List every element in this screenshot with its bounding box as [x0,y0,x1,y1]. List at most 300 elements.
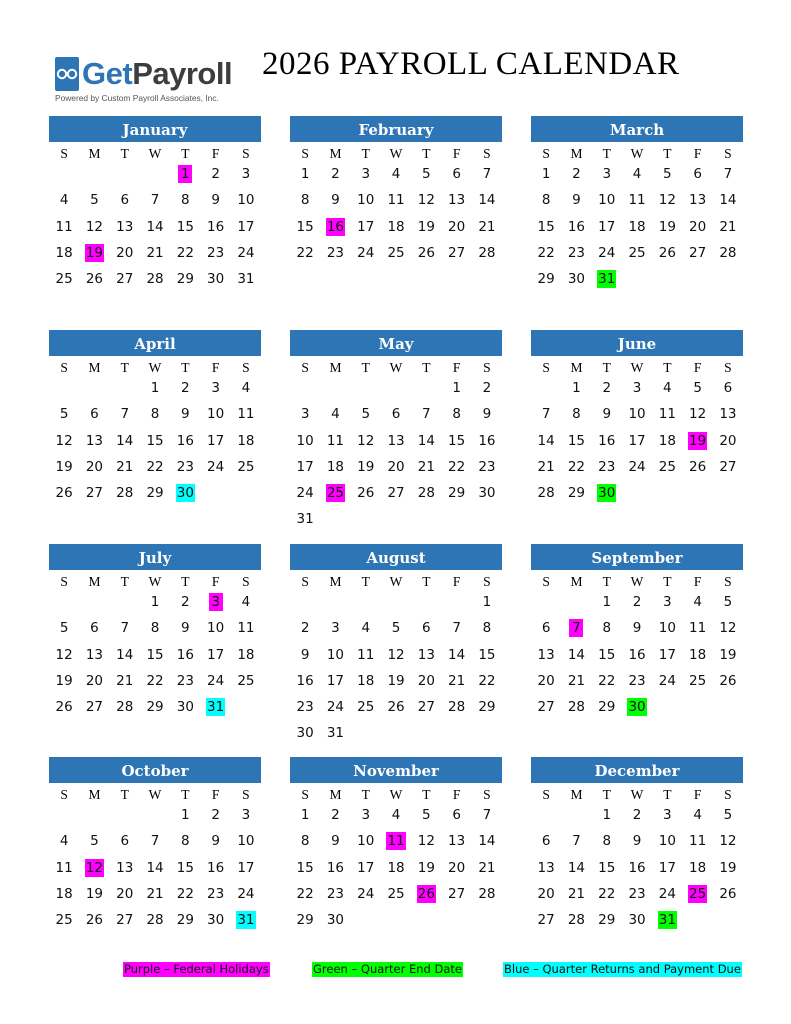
weekday-label: S [242,787,250,802]
day-number: 22 [598,672,616,689]
day-number: 1 [452,380,461,396]
day-cell [381,483,411,509]
day-number: 9 [211,192,220,209]
day-number: 19 [85,885,104,902]
day-number: 2 [331,166,340,182]
day-number: 3 [602,166,612,182]
day-cell [231,457,261,483]
day-cell [351,243,381,269]
day-number: 22 [146,672,164,689]
day-number: 12 [417,833,435,850]
day-cell [290,190,320,216]
day-cell [320,884,350,910]
day-number: 30 [567,271,586,288]
day-cell [682,190,712,216]
day-cell [561,884,591,910]
day-cell [320,164,350,190]
day-cell [713,190,743,216]
month-header: March [531,116,743,142]
day-cell [592,884,622,910]
day-cell [351,431,381,457]
day-number: 18 [658,432,676,449]
day-number: 17 [237,859,255,876]
day-number: 23 [296,699,314,716]
day-cell [351,858,381,884]
day-number: 31 [237,271,255,288]
month-header: July [49,544,261,570]
weekday-label: W [630,146,644,161]
day-cell [531,618,561,644]
weekday-label: T [361,146,370,161]
day-cell [231,831,261,857]
day-cell [200,884,230,910]
day-number: 30 [176,485,194,502]
weekday-label: S [724,146,732,161]
day-number: 14 [448,646,466,663]
weekday-label: M [329,360,342,375]
day-cell [472,457,502,483]
day-number: 29 [176,271,194,288]
month-days-grid [49,783,261,936]
month-days-grid [531,142,743,295]
day-number: 25 [387,244,405,261]
day-number: 12 [719,833,737,850]
day-cell [231,884,261,910]
day-cell [713,831,743,857]
day-number: 22 [296,885,314,902]
day-cell [592,269,622,295]
day-number: 26 [357,485,375,502]
month-days-grid [531,356,743,509]
day-cell [49,404,79,430]
day-number: 3 [300,406,310,423]
day-number: 6 [120,192,130,209]
day-cell [79,910,109,936]
day-number: 14 [537,432,555,449]
day-number: 28 [719,244,737,261]
day-number: 12 [387,646,405,663]
empty-cell [531,805,561,831]
day-number: 13 [448,833,466,850]
day-number: 5 [663,166,672,182]
empty-cell [561,592,591,618]
weekday-label: F [211,787,220,802]
day-number: 23 [567,244,586,261]
day-cell [320,831,350,857]
day-number: 16 [567,218,586,235]
day-number: 13 [116,218,134,235]
day-number: 28 [417,485,435,502]
day-cell [200,457,230,483]
day-number: 23 [176,672,194,689]
empty-cell [531,592,561,618]
day-cell [561,378,591,404]
day-number: 5 [90,833,99,850]
day-number: 14 [146,218,164,235]
day-cell [79,269,109,295]
day-cell [652,618,682,644]
day-cell [622,645,652,671]
day-cell [531,697,561,723]
day-cell [622,217,652,243]
day-number: 23 [326,885,345,902]
day-cell [351,457,381,483]
day-cell [622,190,652,216]
day-number: 29 [146,485,164,502]
day-cell [79,483,109,509]
day-number: 11 [357,646,375,663]
day-cell [110,431,140,457]
day-cell [140,217,170,243]
day-cell [140,858,170,884]
day-cell [622,910,652,936]
weekday-label: S [301,787,309,802]
day-number: 2 [181,594,190,610]
day-cell [320,483,350,509]
logo-payroll-text: Payroll [132,56,233,91]
day-number: 15 [296,218,314,235]
day-cell [561,618,591,644]
day-number: 21 [719,218,737,235]
day-number: 7 [452,620,461,637]
day-number: 2 [632,594,642,610]
day-cell [79,190,109,216]
day-cell [682,217,712,243]
month-april [49,330,261,509]
day-cell [79,217,109,243]
day-number: 20 [417,672,435,689]
day-cell [79,457,109,483]
weekday-label: S [301,146,309,161]
weekday-label: F [211,574,220,589]
day-cell [713,217,743,243]
weekday-label: F [452,146,461,161]
day-number: 26 [658,244,676,261]
day-number: 27 [689,244,707,261]
day-number: 11 [237,620,255,637]
weekday-label: T [422,146,431,161]
day-cell [140,618,170,644]
day-cell [49,831,79,857]
day-cell [231,269,261,295]
day-number: 11 [55,218,73,235]
day-number: 25 [55,912,73,929]
day-number: 30 [176,699,194,716]
day-cell [592,404,622,430]
weekday-label: W [148,574,162,589]
day-cell [170,483,200,509]
day-number: 22 [567,458,586,475]
month-header: January [49,116,261,142]
weekday-label: M [570,146,583,161]
day-cell [531,483,561,509]
day-number: 13 [719,406,737,423]
day-number: 27 [448,885,466,902]
day-cell [561,645,591,671]
month-header: November [290,757,502,783]
day-cell [682,243,712,269]
weekday-label: T [120,787,129,802]
weekday-label: S [483,787,491,802]
day-number: 23 [598,458,616,475]
day-cell [110,618,140,644]
empty-cell [561,805,591,831]
weekday-label: T [663,574,672,589]
day-cell [49,243,79,269]
day-number: 8 [602,620,612,637]
day-number: 24 [207,672,225,689]
day-cell [472,805,502,831]
day-number: 29 [296,912,314,929]
day-cell [351,618,381,644]
day-number: 29 [448,485,466,502]
day-cell [622,671,652,697]
day-number: 1 [572,380,581,396]
day-number: 15 [478,646,496,663]
day-cell [682,618,712,644]
day-number: 7 [150,192,160,209]
day-number: 1 [300,166,310,182]
day-cell [290,884,320,910]
day-cell [320,805,350,831]
day-number: 31 [296,511,314,528]
day-cell [170,164,200,190]
day-number: 18 [326,458,345,475]
month-days-grid [290,142,502,269]
day-number: 12 [417,192,435,209]
day-cell [170,805,200,831]
legend-returns-due: Blue – Quarter Returns and Payment Due [504,962,741,976]
day-cell [49,190,79,216]
day-cell [592,243,622,269]
day-number: 29 [146,699,164,716]
weekday-label: T [181,360,190,375]
day-number: 25 [689,672,707,689]
day-cell [472,217,502,243]
day-number: 20 [116,885,134,902]
weekday-label: W [389,360,403,375]
month-days-grid [290,356,502,536]
day-cell [231,592,261,618]
day-number: 21 [567,885,586,902]
month-november [290,757,502,936]
day-number: 13 [387,432,405,449]
day-cell [170,671,200,697]
day-number: 22 [598,885,616,902]
day-cell [290,457,320,483]
month-december [531,757,743,936]
day-cell [49,618,79,644]
day-cell [381,618,411,644]
day-cell [110,884,140,910]
empty-cell [290,592,320,618]
day-number: 5 [90,192,99,209]
empty-cell [140,164,170,190]
day-cell [713,164,743,190]
day-number: 8 [300,192,310,209]
day-cell [713,592,743,618]
month-may [290,330,502,536]
day-cell [170,404,200,430]
empty-cell [351,592,381,618]
day-cell [320,618,350,644]
day-cell [351,217,381,243]
day-cell [713,404,743,430]
day-cell [592,831,622,857]
day-cell [441,858,471,884]
day-cell [682,884,712,910]
day-cell [381,858,411,884]
day-cell [320,645,350,671]
day-cell [320,404,350,430]
day-number: 3 [361,166,371,182]
day-number: 1 [150,380,160,396]
day-cell [200,831,230,857]
day-cell [652,431,682,457]
day-number: 27 [85,699,104,716]
day-cell [561,457,591,483]
day-cell [622,164,652,190]
day-cell [79,671,109,697]
day-number: 20 [689,218,707,235]
day-cell [592,910,622,936]
weekday-label: T [120,574,129,589]
day-cell [381,457,411,483]
day-number: 4 [632,166,642,182]
day-cell [472,858,502,884]
day-cell [441,618,471,644]
day-number: 3 [663,594,672,610]
day-cell [472,884,502,910]
day-number: 27 [448,244,466,261]
day-number: 17 [658,646,676,663]
day-number: 19 [719,646,737,663]
day-cell [49,884,79,910]
day-cell [231,164,261,190]
day-cell [110,457,140,483]
day-cell [441,671,471,697]
weekday-label: T [602,146,611,161]
day-cell [49,483,79,509]
day-number: 11 [628,192,646,209]
day-cell [411,805,441,831]
legend-holiday: Purple – Federal Holidays [124,962,269,976]
day-cell [441,217,471,243]
day-cell [200,671,230,697]
day-number: 14 [116,646,134,663]
day-cell [472,243,502,269]
day-cell [531,858,561,884]
day-number: 13 [85,432,104,449]
month-days-grid [531,570,743,723]
day-number: 20 [116,244,134,261]
weekday-label: T [422,787,431,802]
day-number: 11 [387,192,405,209]
day-number: 14 [719,192,737,209]
day-number: 18 [55,885,73,902]
day-cell [231,805,261,831]
weekday-label: T [663,787,672,802]
day-number: 8 [181,192,190,209]
month-february [290,116,502,269]
day-number: 16 [478,432,496,449]
day-cell [713,618,743,644]
weekday-label: T [120,146,129,161]
day-cell [682,831,712,857]
day-number: 28 [448,699,466,716]
day-cell [561,217,591,243]
day-number: 3 [663,807,672,823]
day-cell [713,805,743,831]
month-october [49,757,261,936]
empty-cell [351,378,381,404]
day-cell [441,831,471,857]
logo-wordmark [82,55,232,93]
day-number: 5 [723,594,733,610]
day-number: 25 [326,485,345,502]
empty-cell [79,805,109,831]
weekday-label: M [88,787,101,802]
weekday-label: S [483,146,491,161]
day-cell [531,269,561,295]
day-cell [592,190,622,216]
day-number: 1 [602,594,612,610]
day-number: 14 [478,192,496,209]
day-cell [170,190,200,216]
day-cell [472,645,502,671]
day-cell [320,190,350,216]
day-cell [592,431,622,457]
day-cell [231,431,261,457]
day-cell [79,431,109,457]
day-number: 4 [663,380,672,396]
day-cell [381,671,411,697]
day-cell [110,858,140,884]
day-number: 4 [241,380,251,396]
weekday-label: T [181,146,190,161]
day-cell [231,910,261,936]
day-cell [140,269,170,295]
weekday-label: W [148,360,162,375]
day-number: 10 [357,833,375,850]
day-number: 17 [658,859,676,876]
day-cell [592,805,622,831]
day-cell [110,404,140,430]
day-cell [441,884,471,910]
day-number: 19 [417,218,435,235]
day-cell [320,217,350,243]
day-number: 22 [296,244,314,261]
day-number: 19 [55,672,73,689]
day-number: 18 [55,244,73,261]
day-cell [713,884,743,910]
day-cell [140,378,170,404]
day-number: 6 [452,166,461,182]
day-number: 9 [300,646,310,663]
day-cell [561,404,591,430]
day-number: 29 [537,271,555,288]
day-number: 21 [116,672,134,689]
day-cell [170,858,200,884]
day-cell [140,457,170,483]
day-cell [441,164,471,190]
day-cell [411,671,441,697]
day-number: 16 [326,218,345,235]
day-number: 16 [176,646,194,663]
day-cell [561,831,591,857]
month-days-grid [531,783,743,936]
day-number: 25 [628,244,646,261]
